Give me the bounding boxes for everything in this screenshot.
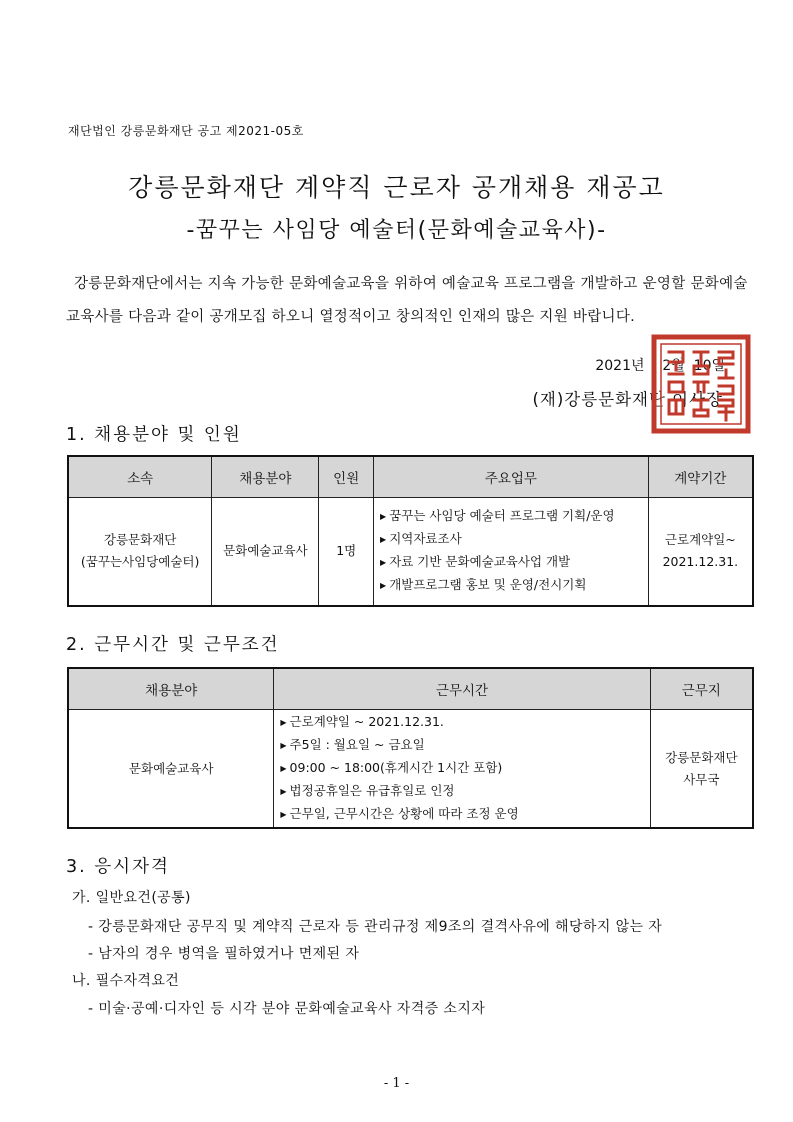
period-line-2: 2021.12.31. xyxy=(662,554,739,570)
triangle-bullet-icon: ▶ xyxy=(280,787,287,796)
affiliation-line-2: (꿈꾸는사임당예술터) xyxy=(80,554,200,570)
triangle-bullet-icon: ▶ xyxy=(380,558,387,568)
hours-item xyxy=(280,780,648,803)
hours-text: 09:00 ~ 18:00(휴게시간 1시간 포함) xyxy=(289,760,503,775)
header-location: 근무지 xyxy=(650,668,753,710)
section3-title: 3. 응시자격 xyxy=(66,857,170,877)
cell-affiliation xyxy=(68,498,212,606)
hours-text: 법정공휴일은 유급휴일로 인정 xyxy=(289,783,455,798)
location-line-1: 강릉문화재단 xyxy=(665,749,738,765)
cell-count: 1명 xyxy=(319,498,374,606)
document-subtitle: -꿈꾸는 사임당 예술터(문화예술교육사)- xyxy=(186,218,607,243)
hours-item xyxy=(280,734,648,757)
triangle-bullet-icon: ▶ xyxy=(380,535,387,545)
signer: (재)강릉문화재단 이사장 xyxy=(532,390,723,409)
issue-day: 10일 xyxy=(693,358,725,374)
general-requirement-item: - 남자의 경우 병역을 필하였거나 면제된 자 xyxy=(88,946,360,962)
hours-text: 근무일, 근무시간은 상황에 따라 조정 운영 xyxy=(289,806,519,821)
triangle-bullet-icon: ▶ xyxy=(280,741,287,750)
header-count: 인원 xyxy=(319,456,374,498)
hours-item xyxy=(280,803,648,826)
cell-period xyxy=(648,498,753,606)
cell-location xyxy=(650,710,753,829)
table-header-row xyxy=(68,456,753,498)
page-number: - 1 - xyxy=(383,1076,410,1091)
header-field: 채용분야 xyxy=(212,456,319,498)
official-seal-stamp xyxy=(651,334,751,434)
affiliation-line-1: 강릉문화재단 xyxy=(103,532,177,548)
location-line-2: 사무국 xyxy=(683,771,720,787)
hours-item xyxy=(280,711,648,734)
duty-item xyxy=(380,574,647,597)
period-line-1: 근로계약일~ xyxy=(664,532,736,548)
work-conditions-table xyxy=(67,667,754,829)
duty-item xyxy=(380,551,647,574)
cell-hours xyxy=(274,710,650,829)
hours-item xyxy=(280,757,648,780)
required-qualifications-title: 나. 필수자격요건 xyxy=(72,973,180,989)
header-field: 채용분야 xyxy=(68,668,274,710)
issue-month: 2월 xyxy=(662,358,685,374)
hours-text: 주5일 : 월요일 ~ 금요일 xyxy=(289,737,425,752)
duty-text: 자료 기반 문화예술교육사업 개발 xyxy=(389,554,571,570)
header-affiliation: 소속 xyxy=(68,456,212,498)
header-duties: 주요업무 xyxy=(374,456,649,498)
recruitment-table xyxy=(67,455,754,607)
section2-title: 2. 근무시간 및 근무조건 xyxy=(66,635,280,655)
hours-text: 근로계약일 ~ 2021.12.31. xyxy=(289,714,444,729)
duty-text: 꿈꾸는 사임당 예술터 프로그램 기획/운영 xyxy=(389,508,615,524)
triangle-bullet-icon: ▶ xyxy=(380,581,387,591)
intro-paragraph: 강릉문화재단에서는 지속 가능한 문화예술교육을 위하여 예술교육 프로그램을 개발하고 운영할 문화예술교육사를 다음과 같이 공개모집 하오니 열정적이고 창의적인 인재의 많은 지원 바랍니다. xyxy=(66,276,748,325)
cell-duties xyxy=(374,498,649,606)
header-period: 계약기간 xyxy=(648,456,753,498)
table-header-row xyxy=(68,668,753,710)
table-row xyxy=(68,498,753,606)
table-row xyxy=(68,710,753,829)
section1-title: 1. 채용분야 및 인원 xyxy=(66,425,242,445)
general-requirements-title: 가. 일반요건(공통) xyxy=(72,890,191,906)
document-title: 강릉문화재단 계약직 근로자 공개채용 재공고 xyxy=(128,173,665,202)
duty-text: 개발프로그램 홍보 및 운영/전시기획 xyxy=(389,577,587,593)
required-qualification-item: - 미술·공예·디자인 등 시각 분야 문화예술교육사 자격증 소지자 xyxy=(88,1001,486,1017)
duty-item xyxy=(380,505,647,528)
header-hours: 근무시간 xyxy=(274,668,650,710)
triangle-bullet-icon: ▶ xyxy=(380,512,387,522)
issue-year: 2021년 xyxy=(595,358,645,374)
triangle-bullet-icon: ▶ xyxy=(280,810,287,819)
cell-field: 문화예술교육사 xyxy=(212,498,319,606)
cell-field: 문화예술교육사 xyxy=(68,710,274,829)
duty-item xyxy=(380,528,647,551)
triangle-bullet-icon: ▶ xyxy=(280,718,287,727)
duty-text: 지역자료조사 xyxy=(389,531,462,547)
general-requirement-item: - 강릉문화재단 공무직 및 계약직 근로자 등 관리규정 제9조의 결격사유에 해당하지 않는 자 xyxy=(88,919,663,935)
triangle-bullet-icon: ▶ xyxy=(280,764,287,773)
notice-number: 재단법인 강릉문화재단 공고 제2021-05호 xyxy=(68,124,304,138)
